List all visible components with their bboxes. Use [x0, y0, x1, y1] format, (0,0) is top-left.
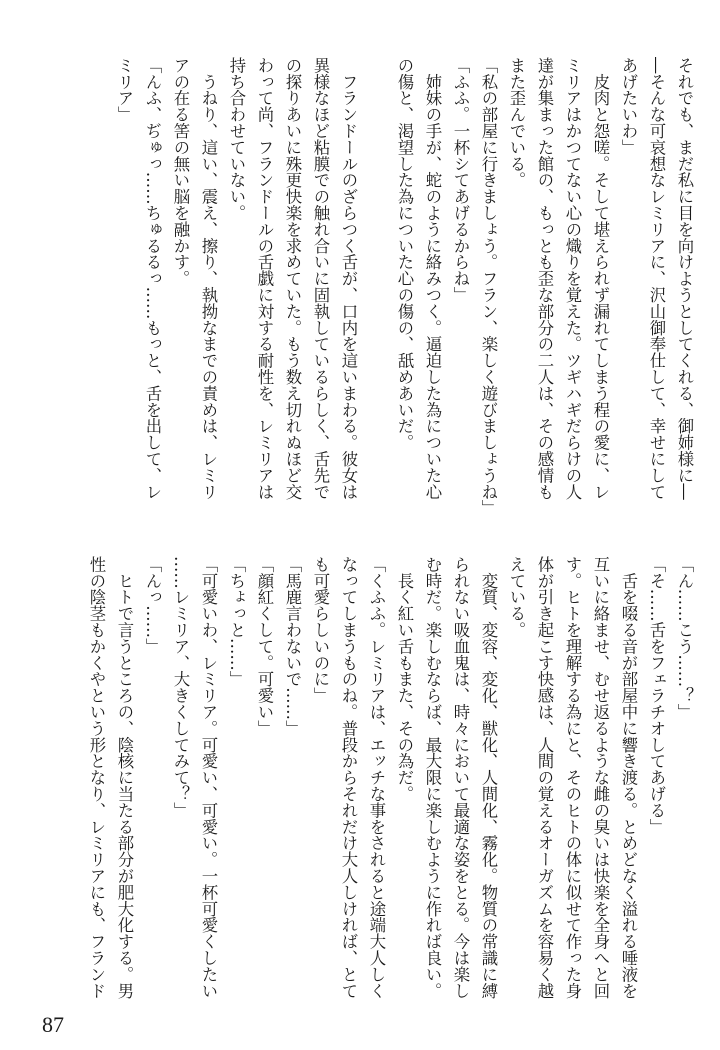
text-column: 変質、変容、変化、獣化、人間化、霧化。物質の常識に縛 [479, 556, 498, 999]
text-column: あげたいわ」 [619, 57, 638, 156]
text-column: わって尚、フランドールの舌戯に対する耐性を、レミリアは [255, 57, 274, 500]
text-column: ……レミリア、大きくしてみて？」 [171, 556, 190, 819]
page-number: 87 [42, 1012, 64, 1037]
text-column: 性の陰茎もかくやという形となり、レミリアにも、フランド [87, 556, 106, 999]
text-column: 「ふふ。一杯シてあげるからね」 [451, 57, 470, 303]
text-column: 「んふ、ぢゅっ……ちゅるるっ……もっと、舌を出して、レ [143, 57, 162, 500]
text-block-lower [82, 556, 698, 1016]
text-column: ―そんな可哀想なレミリアに、沢山御奉仕して、幸せにして [647, 57, 666, 500]
text-column: 長く紅い舌もまた、その為だ。 [395, 556, 414, 802]
text-column: 「ん……こう……？」 [675, 556, 694, 720]
text-column: 体が引き起こす快感は、人間の覚えるオーガズムを容易く越 [535, 556, 554, 999]
text-column: 異様なほど粘膜での触れ合いに固執しているらしく、舌先で [311, 57, 330, 500]
text-column: 「可愛いわ、レミリア。可愛い、可愛い。一杯可愛くしたい [199, 556, 218, 999]
text-column: ミリア」 [115, 57, 134, 123]
text-column: 舌を啜る音が部屋中に響き渡る。とめどなく溢れる唾液を [619, 556, 638, 999]
text-column: えている。 [507, 556, 526, 638]
text-column: む時だ。楽しむならば、最大限に楽しむように作れば良い。 [423, 556, 442, 999]
text-column: フランドールのざらつく舌が、口内を這いまわる。彼女は [339, 57, 358, 500]
text-column: アの在る筈の無い脳を融かす。 [171, 57, 190, 287]
text-column: の傷と、渇望した為についた心の傷の、舐めあいだ。 [395, 57, 414, 451]
text-column: うねり、這い、震え、擦り、執拗なまでの責めは、レミリ [199, 57, 218, 500]
text-column: も可愛らしいのに」 [311, 556, 330, 704]
text-column: 「くふふ。レミリアは、エッチな事をされると途端大人しく [367, 556, 386, 999]
text-column: 「んっ……」 [143, 556, 162, 655]
text-column: ヒトで言うところの、陰核に当たる部分が肥大化する。男 [115, 556, 134, 999]
text-column: 達が集まった館の、もっとも歪な部分の二人は、その感情も [535, 57, 554, 500]
text-column: 持ち合わせていない。 [227, 57, 246, 221]
text-column: の探りあいに殊更快楽を求めていた。もう数え切れぬほど交 [283, 57, 302, 500]
text-column [362, 57, 390, 517]
text-column: ミリアはかつてない心の熾りを覚えた。ツギハギだらけの人 [563, 57, 582, 500]
text-column: す。ヒトを理解する為にと、そのヒトの体に似せて作った身 [563, 556, 582, 999]
text-column: られない吸血鬼は、時々において最適な姿をとる。今は楽し [451, 556, 470, 999]
text-block-upper [110, 57, 698, 517]
text-column: 皮肉と怨嗟。そして堪えられず漏れてしまう程の愛に、レ [591, 57, 610, 500]
text-column: 「そ……舌をフェラチオしてあげる」 [647, 556, 666, 835]
text-column: 「顔紅くして。可愛い」 [255, 556, 274, 737]
text-column: 互いに絡ませ、むせ返るような雌の臭いは快楽を全身へと回 [591, 556, 610, 999]
text-column: それでも、まだ私に目を向けようとしてくれる、御姉様に― [675, 57, 694, 500]
text-column: 「私の部屋に行きましょう。フラン、楽しく遊びましょうね」 [479, 57, 498, 517]
text-column: 姉妹の手が、蛇のように絡みつく。逼迫した為についた心 [423, 57, 442, 500]
text-column: また歪んでいる。 [507, 57, 526, 189]
text-column: なってしまうものね。普段からそれだけ大人しければ、とて [339, 556, 358, 999]
text-column: 「馬鹿言わないで……」 [283, 556, 302, 737]
text-column: 「ちょっと……」 [227, 556, 246, 688]
